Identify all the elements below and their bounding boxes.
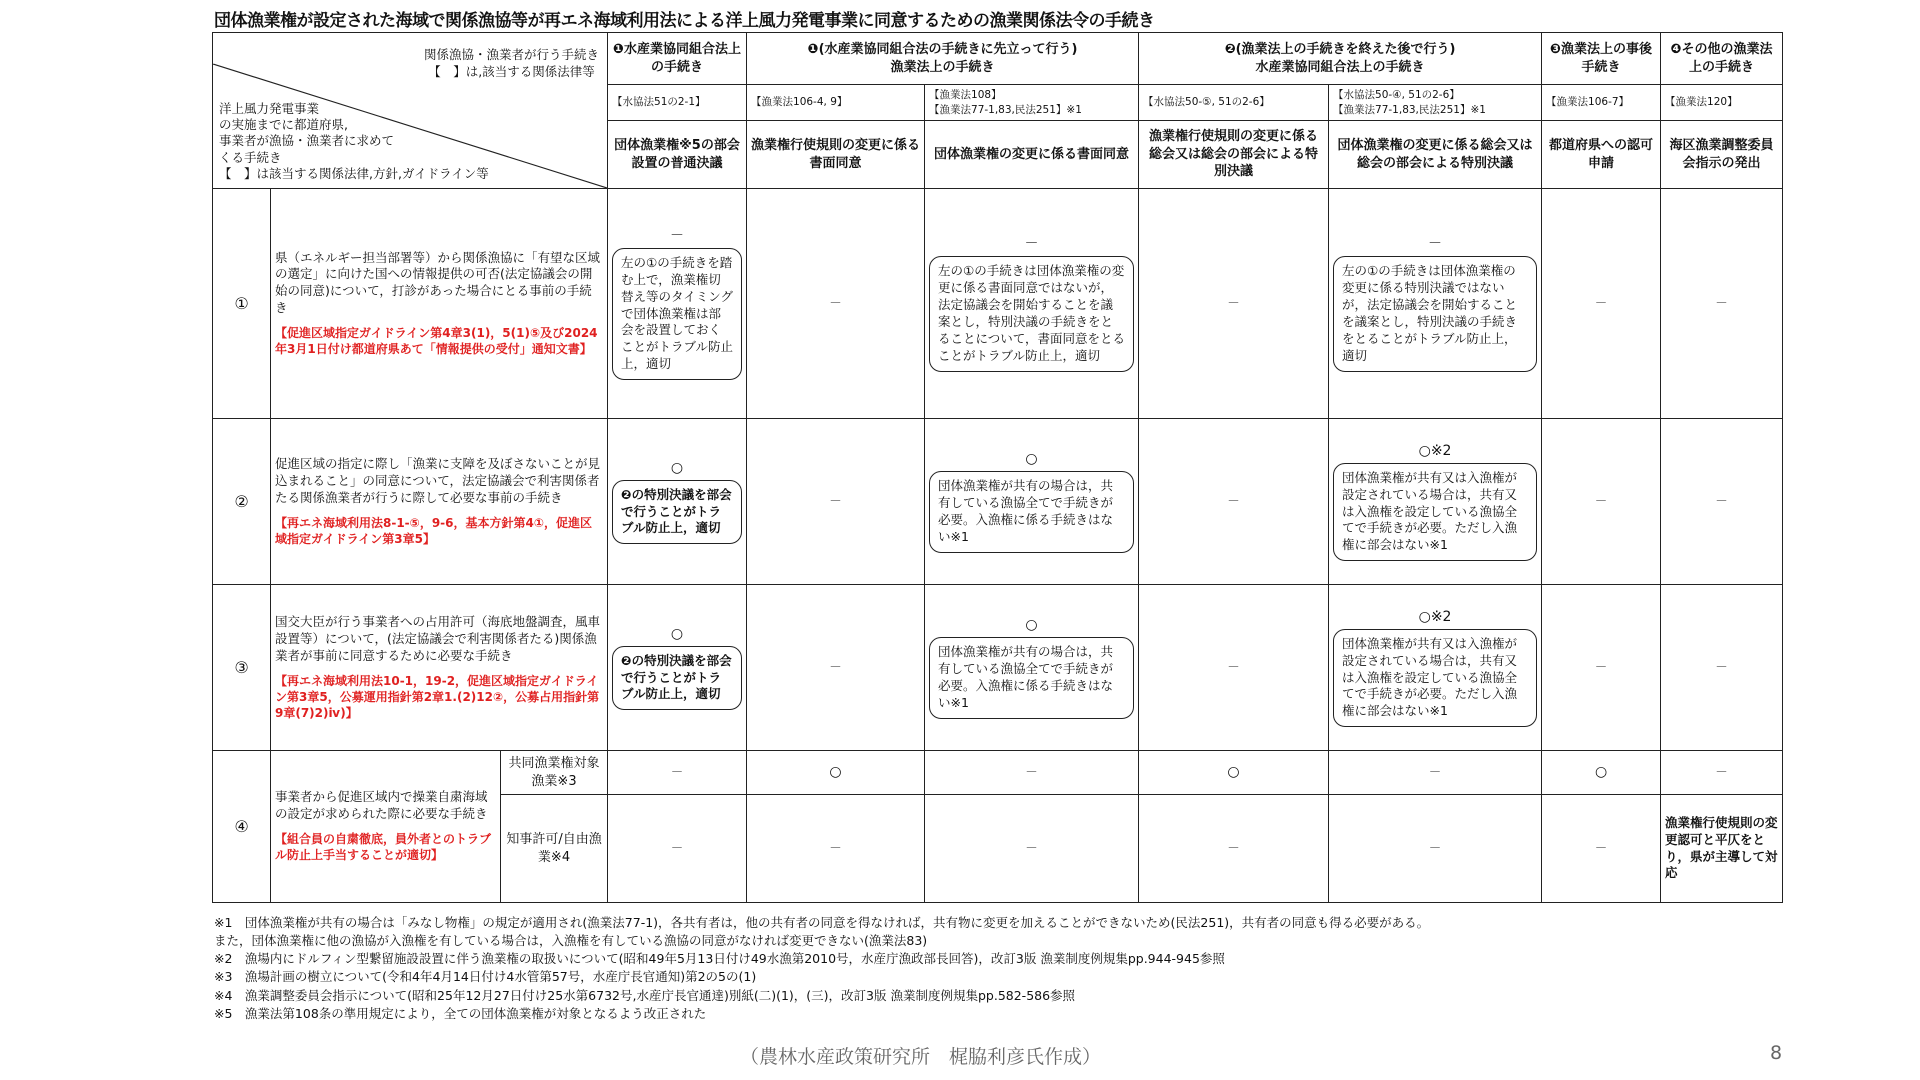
row-4a-col-3: － — [925, 751, 1139, 795]
row-1-note-1: 左の①の手続きを踏む上で，漁業権切替え等のタイミングで団体漁業権は部会を設置しておくことがトラブル防止上，適切 — [612, 248, 742, 380]
procedure-2: 漁業権行使規則の変更に係る書面同意 — [747, 121, 925, 189]
row-2-note-3: 団体漁業権が共有の場合は，共有している漁協全てで手続きが必要。入漁権に係る手続きはない※1 — [929, 471, 1134, 553]
row-3-col-2: － — [747, 585, 925, 751]
row-4-description — [271, 751, 501, 903]
row-2-col-5 — [1329, 419, 1542, 585]
law-ref-3: 【漁業法108】 【漁業法77-1,83,民法251】※1 — [925, 85, 1139, 121]
law-ref-4: 【水協法50-⑤, 51の2-6】 — [1139, 85, 1329, 121]
row-1-text: 県（エネルギー担当部署等）から関係漁協に「有望な区域の選定」に向けた国への情報提供の可否(法定協議会の開始の同意)について，打診があった場合にとる事前の手続き — [275, 249, 601, 316]
author-credit: （農林水産政策研究所 梶脇利彦氏作成） — [740, 1046, 1102, 1068]
row-4b-col-3: － — [925, 795, 1139, 903]
dash-mark: － — [1428, 236, 1443, 253]
row-4-reference: 【組合員の自粛徹底，員外者とのトラブル防止上手当することが適切】 — [275, 832, 492, 863]
law-ref-2: 【漁業法106-4, 9】 — [747, 85, 925, 121]
row-4b-col-1: － — [608, 795, 747, 903]
row-3-col-7: － — [1661, 585, 1783, 751]
corner-header-cell — [213, 33, 608, 189]
footnote-4: ※4 漁業調整委員会指示について(昭和25年12月27日付け25水第6732号,水産庁長官通達)別紙(二)(1)，(三)，改訂3版 漁業制度例規集pp.582-586参照 — [214, 987, 1076, 1003]
row-2-reference: 【再エネ海域利用法8-1-⑤，9-6，基本方針第4①，促進区域指定ガイドライン第3章5】 — [275, 515, 593, 546]
dash-mark: － — [670, 227, 685, 244]
page-title: 団体漁業権が設定された海域で関係漁協等が再エネ海域利用法による洋上風力発電事業に同意するための漁業関係法令の手続き — [214, 11, 1155, 31]
row-1-col-5 — [1329, 189, 1542, 419]
corner-top-right: 関係漁協・漁業者が行う手続き 【 】は,該当する関係法律等 — [424, 47, 600, 79]
law-ref-6: 【漁業法106-7】 — [1542, 85, 1661, 121]
group-header-5: ❹その他の漁業法上の手続き — [1661, 33, 1783, 85]
row-2-note-1: ❷の特別決議を部会で行うことがトラブル防止上，適切 — [612, 480, 742, 545]
law-ref-7: 【漁業法120】 — [1661, 85, 1783, 121]
procedure-7: 海区漁業調整委員会指示の発出 — [1661, 121, 1783, 189]
row-1-col-7: － — [1661, 189, 1783, 419]
corner-bottom-left: 洋上風力発電事業 の実施までに都道府県, 事業者が漁協・漁業者に求めて くる手続き 【 】は該当する関係法律,方針,ガイドライン等 — [219, 100, 489, 181]
row-1-col-2: － — [747, 189, 925, 419]
row-3-description — [271, 585, 608, 751]
row-2-number: ② — [213, 419, 271, 585]
row-3-note-3: 団体漁業権が共有の場合は，共有している漁協全てで手続きが必要。入漁権に係る手続きはない※1 — [929, 637, 1134, 719]
circle-mark: ○ — [670, 459, 684, 476]
row-3-reference: 【再エネ海域利用法10-1，19-2，促進区域指定ガイドライン第3章5，公募運用指針第2章1.(2)12②，公募占用指針第9章(7)2)ⅳ)】 — [275, 673, 600, 720]
row-3-number: ③ — [213, 585, 271, 751]
circle-note-mark: ○※2 — [1418, 442, 1452, 459]
row-4a-col-7: － — [1661, 751, 1783, 795]
law-ref-5: 【水協法50-④, 51の2-6】 【漁業法77-1,83,民法251】※1 — [1329, 85, 1542, 121]
footnote-1: ※1 団体漁業権が共有の場合は「みなし物権」の規定が適用され(漁業法77-1)，各共有者は，他の共有者の同意を得なければ，共有物に変更を加えることができないため(民法251)，共有者の同意も得る必要がある。 — [214, 915, 1430, 930]
circle-mark: ○ — [1025, 451, 1038, 468]
procedure-6: 都道府県への認可申請 — [1542, 121, 1661, 189]
row-4b-col-2: － — [747, 795, 925, 903]
procedure-5: 団体漁業権の変更に係る総会又は総会の部会による特別決議 — [1329, 121, 1542, 189]
row-3-col-6: － — [1542, 585, 1661, 751]
row-2-col-3 — [925, 419, 1139, 585]
row-4b-col-6: － — [1542, 795, 1661, 903]
row-1-description — [271, 189, 608, 419]
procedure-3: 団体漁業権の変更に係る書面同意 — [925, 121, 1139, 189]
circle-mark: ○ — [670, 625, 684, 642]
row-3-col-1 — [608, 585, 747, 751]
footnote-1-cont: また，団体漁業権に他の漁協が入漁権を有している場合は，入漁権を有している漁協の同意がなければ変更できない(漁業法83) — [214, 933, 928, 949]
group-header-3: ❷(漁業法上の手続きを終えた後で行う) 水産業協同組合法上の手続き — [1139, 33, 1542, 85]
row-1-reference: 【促進区域指定ガイドライン第4章3(1)，5(1)⑤及び2024年3月1日付け都道府県あて「情報提供の受付」通知文書】 — [275, 326, 598, 357]
group-header-4: ❸漁業法上の事後手続き — [1542, 33, 1661, 85]
row-4-text: 事業者から促進区域内で操業自粛海域の設定が求められた際に必要な手続き — [275, 789, 488, 822]
dash-mark: － — [1024, 236, 1039, 253]
row-4a-col-5: － — [1329, 751, 1542, 795]
row-4-number: ④ — [213, 751, 271, 903]
row-2-text: 促進区域の指定に際し「漁業に支障を及ぼさないことが見込まれること」の同意について，法定協議会で利害関係者たる関係漁業者が行うに際して必要な事前の手続き — [275, 456, 601, 505]
circle-note-mark: ○※2 — [1418, 608, 1452, 625]
row-1-col-4: － — [1139, 189, 1329, 419]
row-4a-col-4: ○ — [1139, 751, 1329, 795]
row-2-col-6: － — [1542, 419, 1661, 585]
row-2-col-4: － — [1139, 419, 1329, 585]
row-2-col-2: － — [747, 419, 925, 585]
procedure-table — [212, 32, 1783, 903]
row-4b-col-5: － — [1329, 795, 1542, 903]
footnotes — [214, 914, 1784, 1023]
law-ref-1: 【水協法51の2-1】 — [608, 85, 747, 121]
row-1-col-3 — [925, 189, 1139, 419]
row-3-text: 国交大臣が行う事業者への占用許可（海底地盤調査，風車設置等）について，(法定協議会で利害関係者たる)関係漁業者が事前に同意するために必要な手続き — [275, 613, 601, 663]
row-2-col-1 — [608, 419, 747, 585]
footnote-5: ※5 漁業法第108条の準用規定により，全ての団体漁業権が対象となるよう改正された — [214, 1005, 707, 1021]
row-2-note-5: 団体漁業権が共有又は入漁権が設定されている場合は，共有又は入漁権を設定している漁協全てで手続きが必要。ただし入漁権に部会はない※1 — [1333, 463, 1537, 561]
group-header-2: ❶(水産業協同組合法の手続きに先立って行う) 漁業法上の手続き — [747, 33, 1139, 85]
row-4a-col-6: ○ — [1542, 751, 1661, 795]
row-3-col-3 — [925, 585, 1139, 751]
footnote-2: ※2 漁場内にドルフィン型繋留施設設置に伴う漁業権の取扱いについて(昭和49年5月13日付け49水漁第2010号，水産庁漁政部長回答)，改訂3版 漁業制度例規集pp.944-945参照 — [214, 951, 1225, 967]
row-1-col-6: － — [1542, 189, 1661, 419]
row-4a-col-2: ○ — [747, 751, 925, 795]
row-4b-col-4: － — [1139, 795, 1329, 903]
circle-mark: ○ — [1025, 617, 1038, 634]
row-4-sub-2: 知事許可/自由漁業※4 — [501, 795, 608, 903]
row-1-note-3: 左の①の手続きは団体漁業権の変更に係る書面同意ではないが，法定協議会を開始することを議案とし，特別決議の手続きをとることについて，書面同意をとることがトラブル防止上，適切 — [929, 256, 1134, 371]
row-3-note-5: 団体漁業権が共有又は入漁権が設定されている場合は，共有又は入漁権を設定している漁協全てで手続きが必要。ただし入漁権に部会はない※1 — [1333, 629, 1537, 727]
row-3-col-5 — [1329, 585, 1542, 751]
procedure-1: 団体漁業権※5の部会設置の普通決議 — [608, 121, 747, 189]
row-1-number: ① — [213, 189, 271, 419]
row-2-description — [271, 419, 608, 585]
page-number: 8 — [1770, 1042, 1783, 1064]
row-4a-col-1: － — [608, 751, 747, 795]
row-4b-col-7: 漁業権行使規則の変更認可と平仄をとり，県が主導して対応 — [1661, 795, 1783, 903]
row-3-note-1: ❷の特別決議を部会で行うことがトラブル防止上，適切 — [612, 646, 742, 711]
footnote-3: ※3 漁場計画の樹立について(令和4年4月14日付け4水管第57号，水産庁長官通知)第2の5の(1) — [214, 969, 757, 985]
row-3-col-4: － — [1139, 585, 1329, 751]
procedure-4: 漁業権行使規則の変更に係る総会又は総会の部会による特別決議 — [1139, 121, 1329, 189]
row-1-col-1 — [608, 189, 747, 419]
row-1-note-5: 左の①の手続きは団体漁業権の変更に係る特別決議ではないが，法定協議会を開始することを議案とし，特別決議の手続きをとることがトラブル防止上，適切 — [1333, 256, 1537, 371]
row-2-col-7: － — [1661, 419, 1783, 585]
group-header-1: ❶水産業協同組合法上の手続き — [608, 33, 747, 85]
row-4-sub-1: 共同漁業権対象漁業※3 — [501, 751, 608, 795]
